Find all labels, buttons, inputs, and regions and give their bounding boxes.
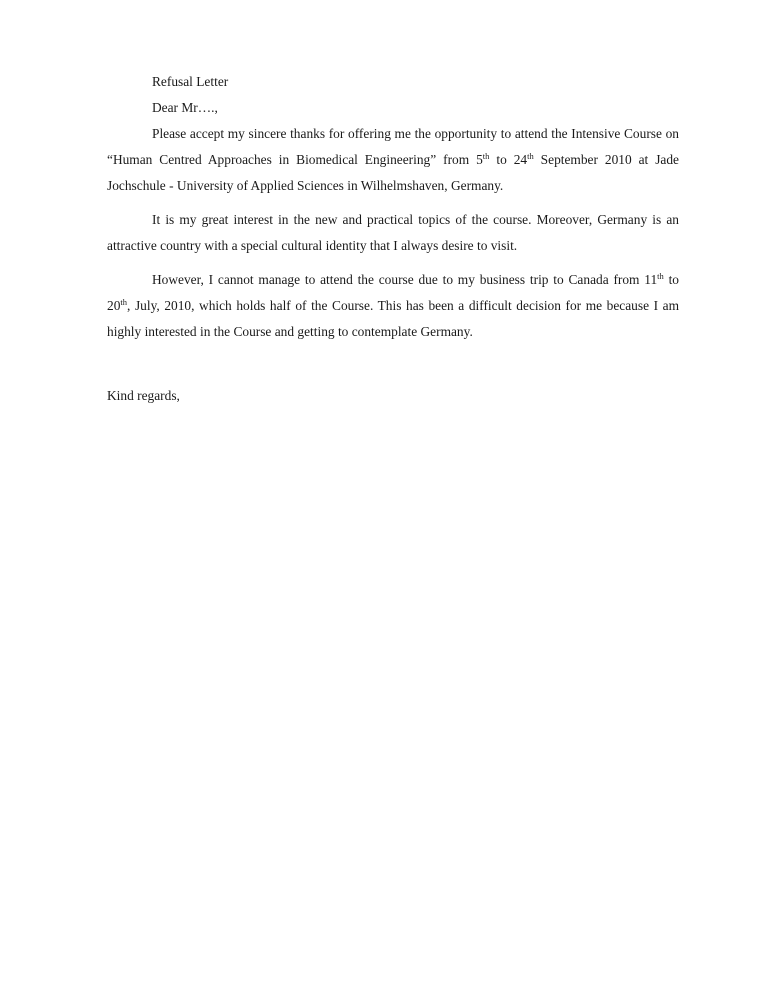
paragraph-3-sup-b: th bbox=[120, 297, 128, 307]
paragraph-3-text-a: However, I cannot manage to attend the course due to my business trip to Canada from 11 bbox=[152, 272, 658, 287]
letter-body bbox=[107, 69, 679, 409]
letter-title: Refusal Letter bbox=[152, 74, 229, 89]
paragraph-3-text-c: , July, 2010, which holds half of the Course. This has been a difficult decision for me because I am highly interested in the Course and getting to contemplate Germany. bbox=[107, 298, 679, 339]
paragraph-3-text-b: to 20 bbox=[107, 272, 680, 313]
paragraph-3-sup-a: th bbox=[657, 271, 664, 281]
paragraph-1-text-b: to 24 bbox=[489, 152, 528, 167]
letter-closing: Kind regards, bbox=[107, 388, 180, 403]
paragraph-2: It is my great interest in the new and practical topics of the course. Moreover, Germany is an attractive country with a special cultural identity that I always desire to visit. bbox=[107, 212, 679, 253]
paragraph-1-sup-b: th bbox=[527, 151, 534, 161]
paragraph-1-text-a: Please accept my sincere thanks for offering me the opportunity to attend the Intensive Course on “Human Centred Approaches in Biomedical Engineering” from 5 bbox=[107, 126, 679, 167]
paragraph-3 bbox=[107, 267, 679, 345]
paragraph-1-text-c: September 2010 at Jade Jochschule - University of Applied Sciences in Wilhelmshaven, Germany. bbox=[107, 152, 679, 193]
paragraph-1-sup-a: th bbox=[482, 151, 490, 161]
paragraph-1 bbox=[107, 121, 679, 199]
letter-salutation: Dear Mr…., bbox=[152, 100, 218, 115]
